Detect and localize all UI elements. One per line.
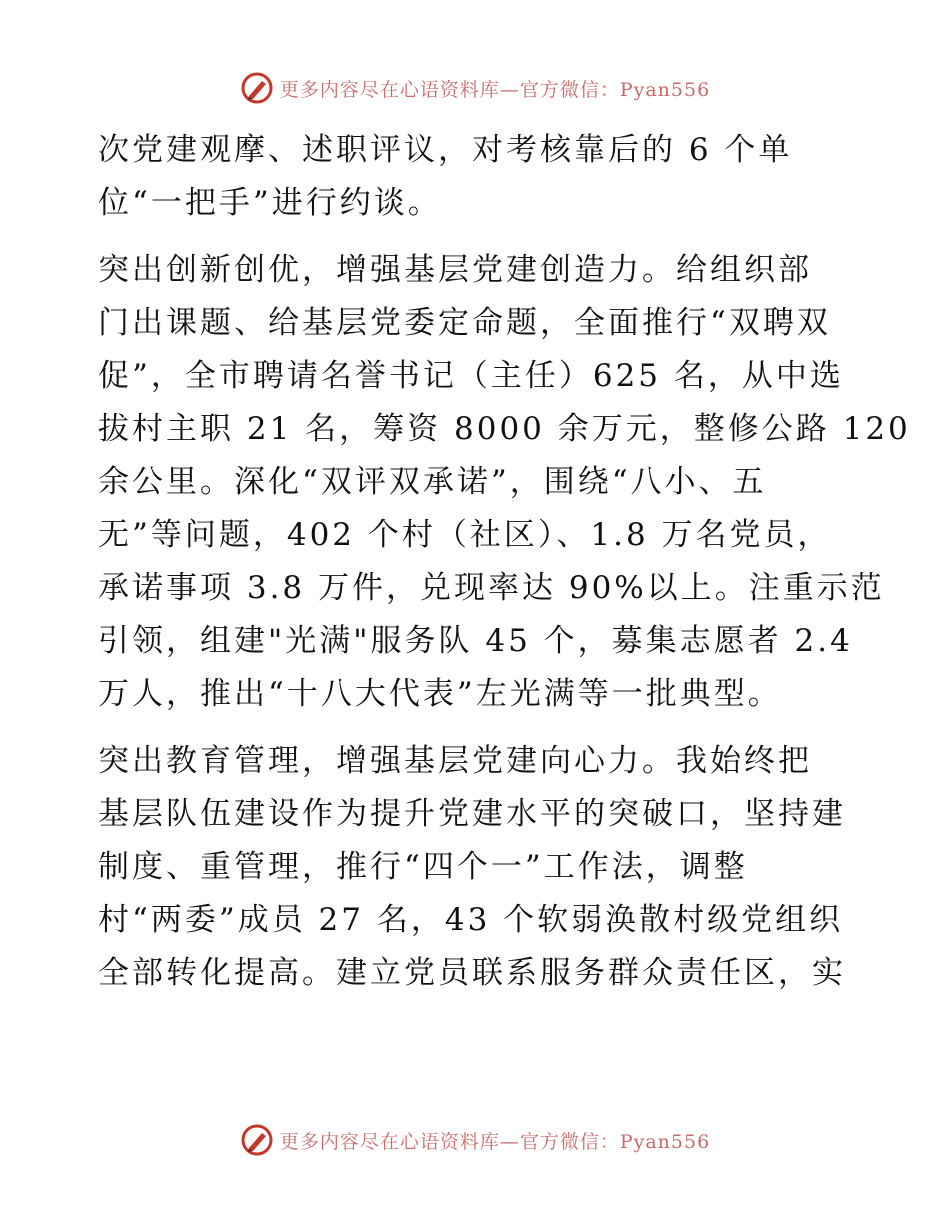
text-line: 门出课题、给基层党委定命题，全面推行“双聘双 bbox=[98, 305, 831, 341]
text-line: 引领，组建"光满"服务队 45 个，募集志愿者 2.4 bbox=[98, 623, 853, 659]
pen-circle-logo-icon bbox=[240, 71, 274, 105]
text-line: 全部转化提高。建立党员联系服务群众责任区，实 bbox=[98, 955, 846, 991]
text-line: 突出创新创优，增强基层党建创造力。给组织部 bbox=[98, 252, 812, 288]
text-line: 承诺事项 3.8 万件，兑现率达 90%以上。注重示范 bbox=[98, 570, 885, 606]
text-line: 位“一把手”进行约谈。 bbox=[98, 185, 442, 221]
text-line: 基层队伍建设作为提升党建水平的突破口，坚持建 bbox=[98, 796, 846, 832]
pen-circle-logo-icon bbox=[240, 1123, 274, 1157]
text-line: 拔村主职 21 名，筹资 8000 余万元，整修公路 120 bbox=[98, 411, 911, 447]
text-line: 次党建观摩、述职评议，对考核靠后的 6 个单 bbox=[98, 132, 793, 168]
text-line: 余公里。深化“双评双承诺”，围绕“八小、五 bbox=[98, 464, 767, 500]
text-line: 突出教育管理，增强基层党建向心力。我始终把 bbox=[98, 743, 812, 779]
text-line: 无”等问题，402 个村（社区）、1.8 万名党员， bbox=[98, 517, 832, 553]
header-watermark bbox=[0, 68, 950, 108]
footer-watermark bbox=[0, 1120, 950, 1160]
watermark-text: 更多内容尽在心语资料库—官方微信：Pyan556 bbox=[279, 1130, 711, 1153]
document-body bbox=[98, 124, 911, 1000]
watermark-text: 更多内容尽在心语资料库—官方微信：Pyan556 bbox=[279, 78, 711, 101]
paragraph-3 bbox=[98, 735, 858, 1000]
text-line: 万人，推出“十八大代表”左光满等一批典型。 bbox=[98, 676, 782, 712]
paragraph-1 bbox=[98, 124, 858, 230]
paragraph-2 bbox=[98, 244, 911, 721]
text-line: 促”，全市聘请名誉书记（主任）625 名，从中选 bbox=[98, 358, 844, 394]
text-line: 制度、重管理，推行“四个一”工作法，调整 bbox=[98, 849, 748, 885]
text-line: 村“两委”成员 27 名，43 个软弱涣散村级党组织 bbox=[98, 902, 844, 938]
